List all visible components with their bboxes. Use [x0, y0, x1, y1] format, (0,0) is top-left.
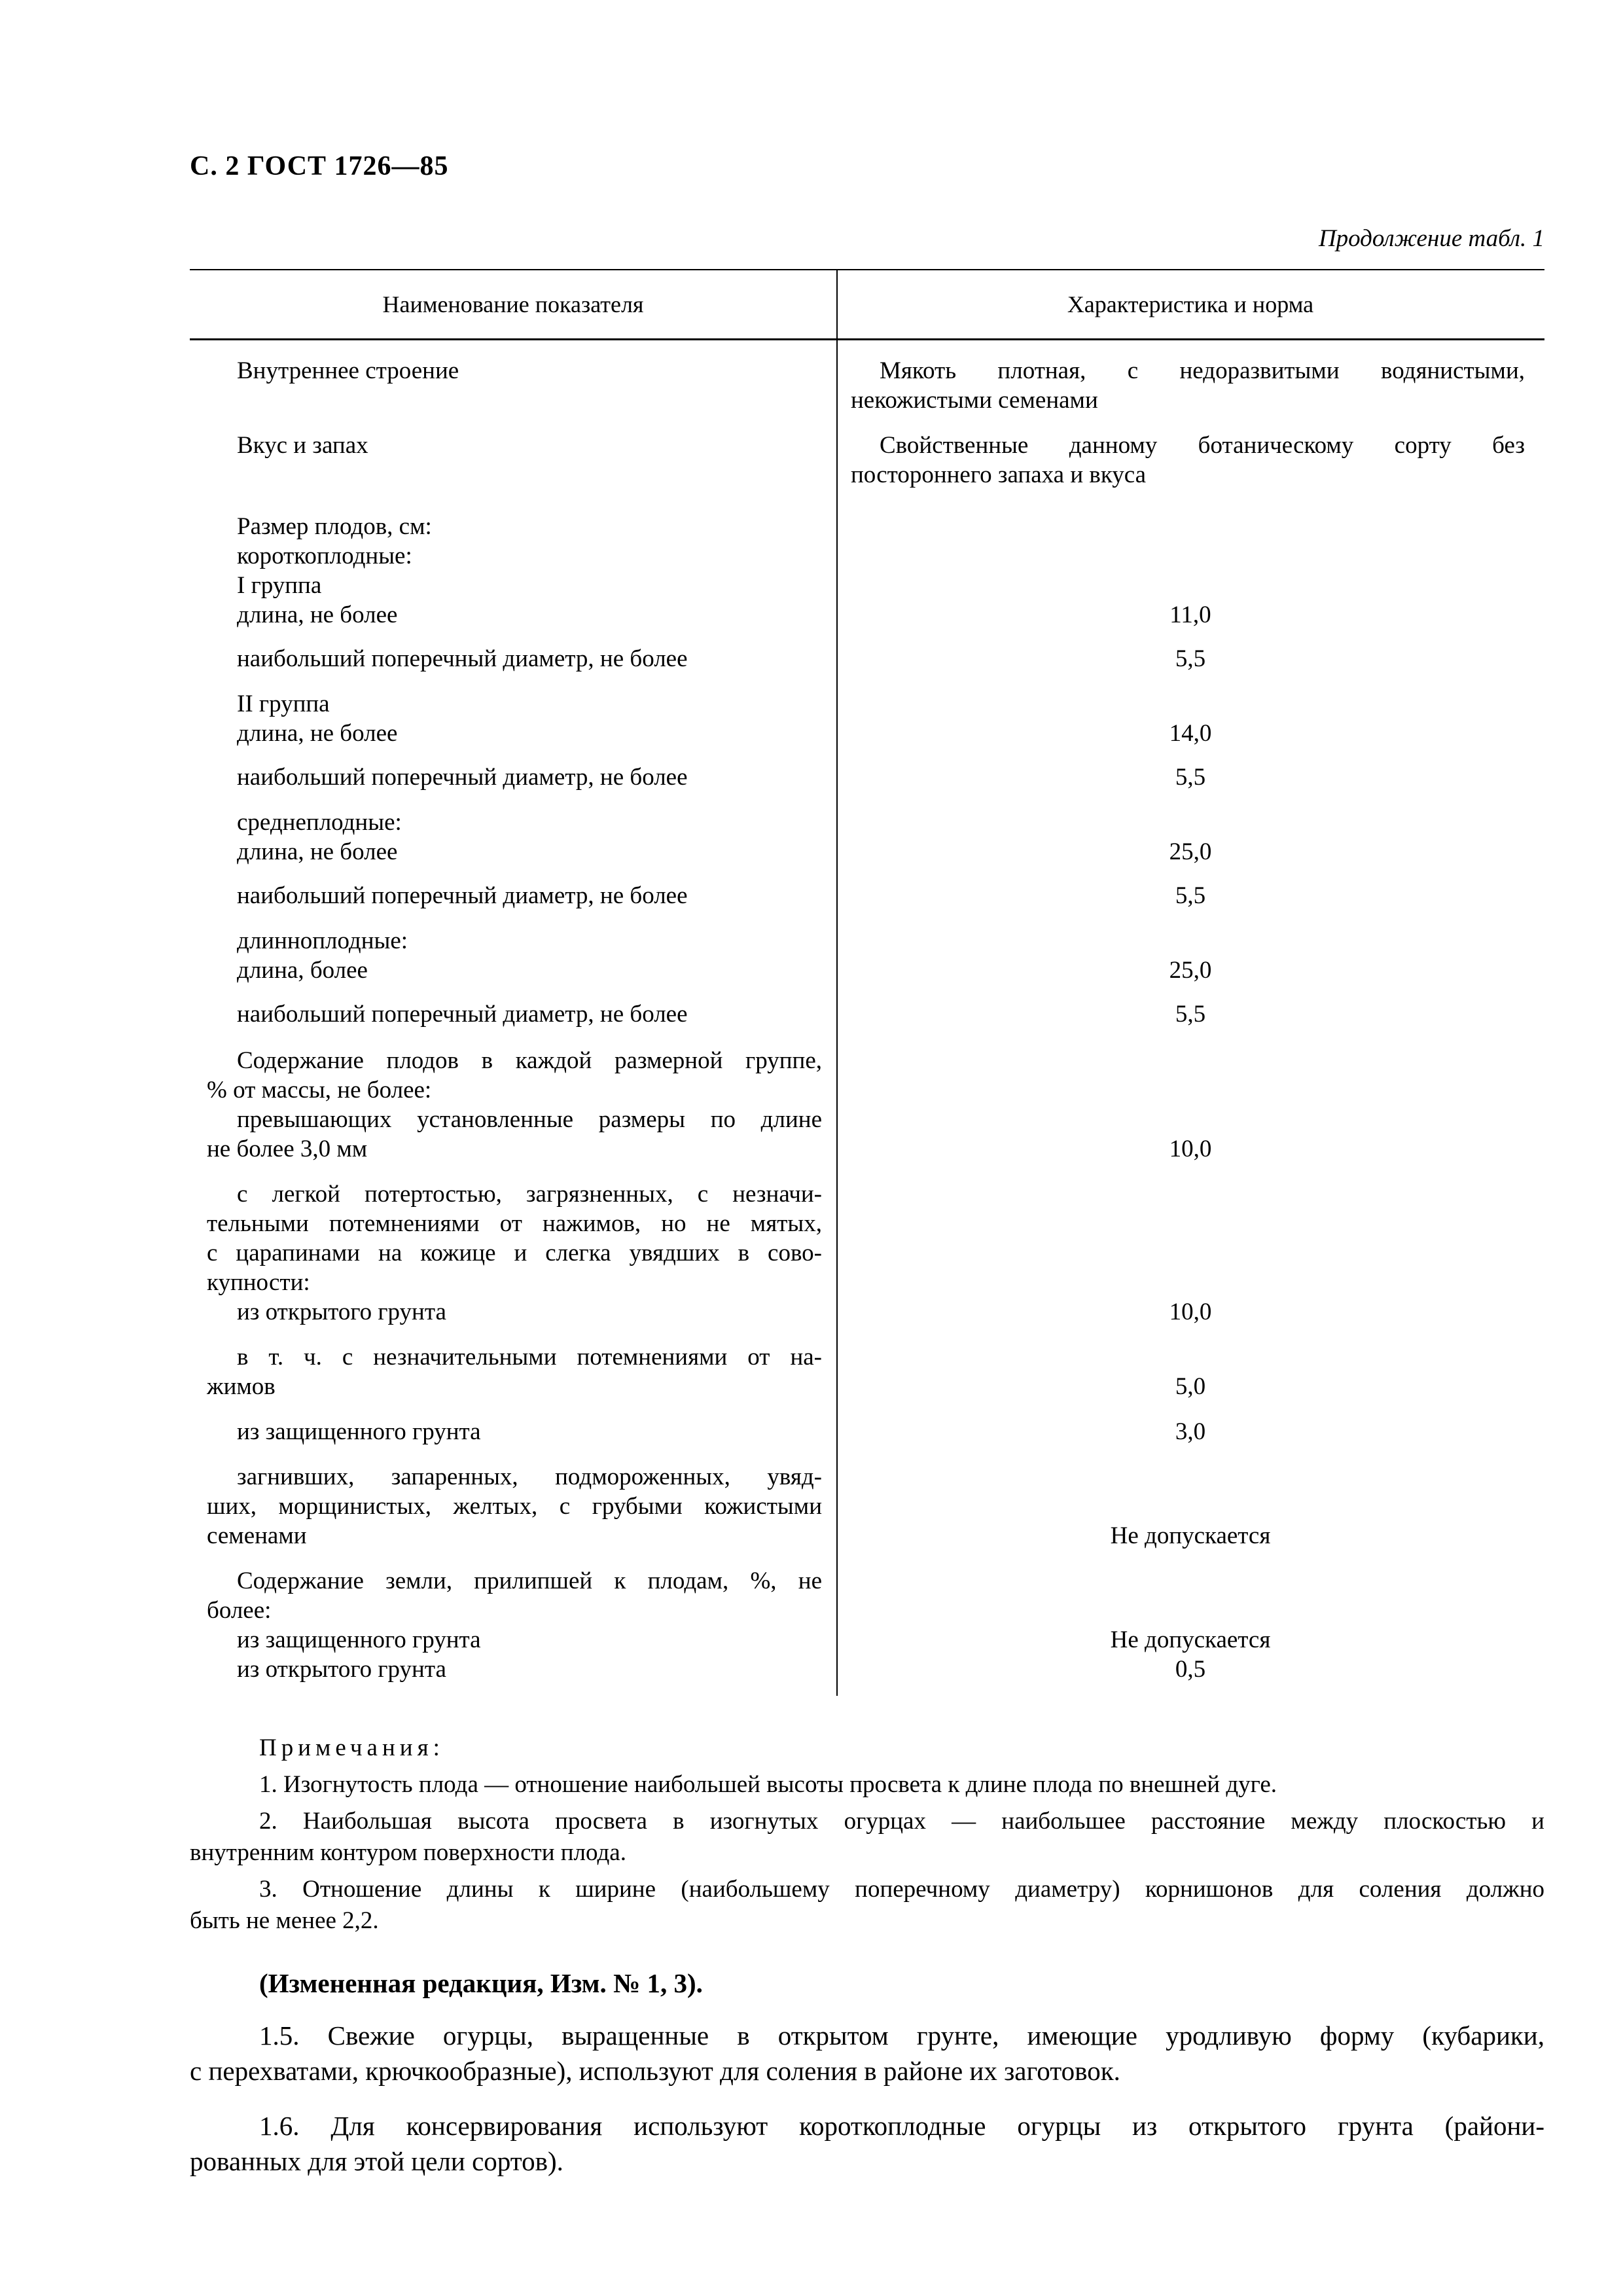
indicator-cell — [190, 881, 836, 910]
text-line: (Измененная редакция, Изм. № 1, 3). — [259, 1968, 703, 1998]
text-line: 1.5. Свежие огурцы, выращенные в открытом грунте, имеющие уродливую форму (кубарики, — [259, 2020, 1544, 2051]
norm-cell — [836, 1417, 1544, 1446]
norm-value: 25,0 — [1169, 957, 1212, 984]
table-row — [190, 689, 1544, 748]
indicator-cell — [190, 1462, 836, 1551]
indicator-cell — [190, 1417, 836, 1446]
body-paragraphs — [190, 1965, 1544, 2179]
norm-value: 25,0 — [1169, 838, 1212, 865]
indicator-cell — [190, 999, 836, 1029]
note — [190, 1874, 1544, 1937]
text-line: в т. ч. с незначительными потемнениями от на- — [237, 1344, 822, 1371]
norm-value: 5,5 — [1175, 645, 1206, 672]
norm-cell — [836, 644, 1544, 673]
norm-cell — [836, 600, 1544, 630]
norm-value: 5,5 — [1175, 882, 1206, 909]
paragraph — [190, 2108, 1544, 2179]
column-divider — [836, 270, 838, 1696]
norm-cell — [836, 356, 1544, 415]
table-row — [190, 1046, 1544, 1164]
text-line: купности: — [207, 1269, 310, 1296]
norm-value: 5,0 — [1175, 1373, 1206, 1400]
norm-cell — [836, 956, 1544, 985]
table — [190, 269, 1544, 1696]
text-line: наибольший поперечный диаметр, не более — [237, 882, 688, 909]
text-line: Внутреннее строение — [237, 357, 459, 384]
norm-cell — [836, 1297, 1544, 1327]
notes-items — [190, 1769, 1544, 1937]
text-line: семенами — [207, 1522, 307, 1549]
table-row — [190, 808, 1544, 867]
text-line: с легкой потертостью, загрязненных, с незначи- — [237, 1181, 822, 1208]
text-line: из защищенного грунта — [237, 1626, 481, 1653]
indicator-cell — [190, 1179, 836, 1327]
table-row — [190, 1655, 1544, 1684]
norm-cell — [836, 999, 1544, 1029]
table-row — [190, 1417, 1544, 1446]
table-rows — [190, 340, 1544, 1696]
norm-value: 10,0 — [1169, 1299, 1212, 1325]
table-row — [190, 999, 1544, 1029]
table-header-row — [190, 270, 1544, 340]
norm-cell — [836, 1655, 1544, 1684]
text-line: короткоплодные: — [237, 543, 412, 569]
table-row — [190, 926, 1544, 985]
text-line: ших, морщинистых, желтых, с грубыми кожистыми — [207, 1493, 822, 1520]
indicator-cell — [190, 689, 836, 748]
table-row — [190, 644, 1544, 673]
norm-value: 10,0 — [1169, 1136, 1212, 1162]
indicator-cell — [190, 1342, 836, 1401]
text-line: жимов — [207, 1373, 276, 1400]
indicator-cell — [190, 644, 836, 673]
norm-cell — [836, 431, 1544, 490]
norm-value: 11,0 — [1169, 601, 1211, 628]
norm-cell — [836, 1521, 1544, 1551]
table-row — [190, 1342, 1544, 1401]
norm-cell — [836, 1625, 1544, 1655]
text-line: длина, не более — [237, 838, 398, 865]
note — [190, 1806, 1544, 1869]
norm-cell — [836, 762, 1544, 792]
indicator-cell — [190, 431, 836, 460]
text-line: загнивших, запаренных, подмороженных, увяд- — [237, 1463, 822, 1490]
table-row — [190, 1179, 1544, 1327]
table-row — [190, 1566, 1544, 1655]
table-row — [190, 881, 1544, 910]
text-line: превышающих установленные размеры по длине — [237, 1106, 822, 1133]
text-line: наибольший поперечный диаметр, не более — [237, 1001, 688, 1028]
norm-value: 14,0 — [1169, 720, 1212, 747]
text-line: Содержание плодов в каждой размерной группе, — [237, 1047, 822, 1074]
text-line: из защищенного грунта — [237, 1418, 481, 1445]
text-line: постороннего запаха и вкуса — [851, 461, 1147, 488]
text-line: из открытого грунта — [237, 1299, 446, 1325]
text-line: Размер плодов, см: — [237, 513, 432, 540]
text-line: тельными потемнениями от нажимов, но не мятых, — [207, 1210, 822, 1237]
text-line: с царапинами на кожице и слегка увядших в сово- — [207, 1240, 822, 1266]
indicator-cell — [190, 356, 836, 386]
indicator-cell — [190, 1046, 836, 1164]
text-line: Вкус и запах — [237, 432, 368, 459]
table-row — [190, 762, 1544, 792]
text-line: длина, не более — [237, 720, 398, 747]
text-line: 2. Наибольшая высота просвета в изогнутых огурцах — наибольшее расстояние между плоскостью и — [259, 1808, 1544, 1835]
text-line: длина, не более — [237, 601, 398, 628]
text-line: II группа — [237, 691, 330, 717]
paragraph — [190, 2018, 1544, 2089]
norm-value: Не допускается — [1110, 1626, 1271, 1653]
text-line: среднеплодные: — [237, 809, 402, 836]
text-line: 1.6. Для консервирования используют короткоплодные огурцы из открытого грунта (райони- — [259, 2111, 1544, 2141]
text-line: более: — [207, 1597, 272, 1624]
table-caption: Продолжение табл. 1 — [1318, 225, 1544, 252]
paragraph — [190, 1965, 1544, 2001]
text-line: не более 3,0 мм — [207, 1136, 368, 1162]
norm-value: Не допускается — [1110, 1522, 1271, 1549]
text-line: I группа — [237, 572, 322, 599]
table-row — [190, 512, 1544, 630]
text-line: длина, более — [237, 957, 368, 984]
norm-cell — [836, 1134, 1544, 1164]
text-line: быть не менее 2,2. — [190, 1907, 379, 1934]
text-line: Свойственные данному ботаническому сорту без — [880, 432, 1525, 459]
indicator-cell — [190, 1655, 836, 1684]
note — [190, 1769, 1544, 1801]
norm-cell — [836, 1372, 1544, 1401]
table-row — [190, 1462, 1544, 1551]
norm-value: 0,5 — [1175, 1656, 1206, 1683]
norm-cell — [836, 881, 1544, 910]
text-line: рованных для этой цели сортов). — [190, 2146, 563, 2176]
indicator-cell — [190, 808, 836, 867]
norm-cell — [836, 837, 1544, 867]
indicator-cell — [190, 926, 836, 985]
indicator-cell — [190, 1566, 836, 1655]
text-line: Содержание земли, прилипшей к плодам, %, не — [237, 1568, 822, 1594]
text-line: некожистыми семенами — [851, 387, 1098, 414]
page-header: С. 2 ГОСТ 1726—85 — [190, 151, 449, 181]
column-header-indicator: Наименование показателя — [382, 291, 644, 317]
norm-value: 5,5 — [1175, 1001, 1206, 1028]
column-header-norm: Характеристика и норма — [1067, 291, 1314, 317]
page-content — [190, 0, 1544, 2179]
notes-title: Примечания: — [259, 1734, 444, 1761]
text-line: из открытого грунта — [237, 1656, 446, 1683]
text-line: 1. Изогнутость плода — отношение наибольшей высоты просвета к длине плода по внешней дуге. — [259, 1771, 1277, 1798]
table-row — [190, 431, 1544, 490]
notes-section — [190, 1732, 1544, 1937]
indicator-cell — [190, 512, 836, 630]
text-line: % от массы, не более: — [207, 1077, 432, 1103]
text-line: наибольший поперечный диаметр, не более — [237, 764, 688, 791]
norm-cell — [836, 719, 1544, 748]
text-line: с перехватами, крючкообразные), используют для соления в районе их заготовок. — [190, 2056, 1120, 2086]
text-line: 3. Отношение длины к ширине (наибольшему поперечному диаметру) корнишонов для соления должно — [259, 1876, 1544, 1903]
indicator-cell — [190, 762, 836, 792]
text-line: Мякоть плотная, с недоразвитыми водянистыми, — [880, 357, 1525, 384]
text-line: длинноплодные: — [237, 927, 408, 954]
text-line: внутренним контуром поверхности плода. — [190, 1839, 626, 1866]
text-line: наибольший поперечный диаметр, не более — [237, 645, 688, 672]
norm-value: 3,0 — [1175, 1418, 1206, 1445]
table-row — [190, 356, 1544, 415]
norm-value: 5,5 — [1175, 764, 1206, 791]
